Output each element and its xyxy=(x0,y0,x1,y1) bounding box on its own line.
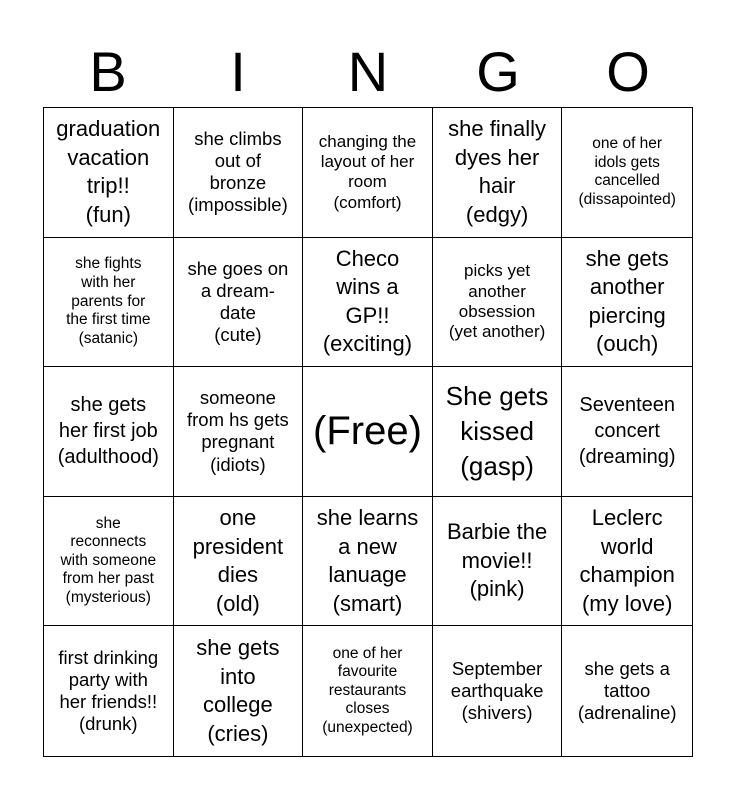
bingo-cell[interactable]: she gets into college (cries) xyxy=(174,626,304,756)
bingo-cell[interactable]: she fights with her parents for the first time (satanic) xyxy=(44,238,174,368)
header-letter-b: B xyxy=(89,40,127,103)
bingo-cell[interactable]: she climbs out of bronze (impossible) xyxy=(174,108,304,238)
bingo-cell[interactable]: She gets kissed (gasp) xyxy=(433,367,563,497)
bingo-cell[interactable]: she gets another piercing (ouch) xyxy=(562,238,692,368)
bingo-cell[interactable]: she learns a new lanuage (smart) xyxy=(303,497,433,627)
bingo-cell[interactable]: picks yet another obsession (yet another) xyxy=(433,238,563,368)
bingo-cell[interactable]: she goes on a dream- date (cute) xyxy=(174,238,304,368)
bingo-header xyxy=(43,38,693,106)
header-letter-n: N xyxy=(347,40,389,103)
bingo-cell[interactable]: she reconnects with someone from her past (mysterious) xyxy=(44,497,174,627)
header-letter-o: O xyxy=(606,40,650,103)
bingo-cell[interactable]: she finally dyes her hair (edgy) xyxy=(433,108,563,238)
bingo-cell[interactable]: Leclerc world champion (my love) xyxy=(562,497,692,627)
bingo-cell[interactable]: she gets a tattoo (adrenaline) xyxy=(577,657,677,724)
bingo-cell[interactable]: graduation vacation trip!! (fun) xyxy=(44,108,174,238)
bingo-cell[interactable]: September earthquake (shivers) xyxy=(433,626,563,756)
bingo-cell[interactable]: Seventeen concert (dreaming) xyxy=(562,367,692,497)
free-space[interactable]: (Free) xyxy=(303,367,433,497)
bingo-cell[interactable]: first drinking party with her friends!! (drunk) xyxy=(44,626,174,756)
bingo-cell[interactable]: one of her favourite restaurants closes (unexpected) xyxy=(303,626,433,756)
header-letter-g: G xyxy=(476,40,520,103)
bingo-cell[interactable]: one president dies (old) xyxy=(174,497,304,627)
bingo-cell[interactable]: she gets her first job (adulthood) xyxy=(44,367,174,497)
bingo-cell[interactable]: someone from hs gets pregnant (idiots) xyxy=(174,367,304,497)
header-letter-i: I xyxy=(230,40,246,103)
bingo-cell[interactable]: Checo wins a GP!! (exciting) xyxy=(303,238,433,368)
bingo-board xyxy=(43,107,693,757)
bingo-cell[interactable]: one of her idols gets cancelled (dissapointed) xyxy=(562,108,692,238)
bingo-cell[interactable]: changing the layout of her room (comfort) xyxy=(303,108,433,238)
bingo-cell[interactable]: Barbie the movie!! (pink) xyxy=(433,497,563,627)
